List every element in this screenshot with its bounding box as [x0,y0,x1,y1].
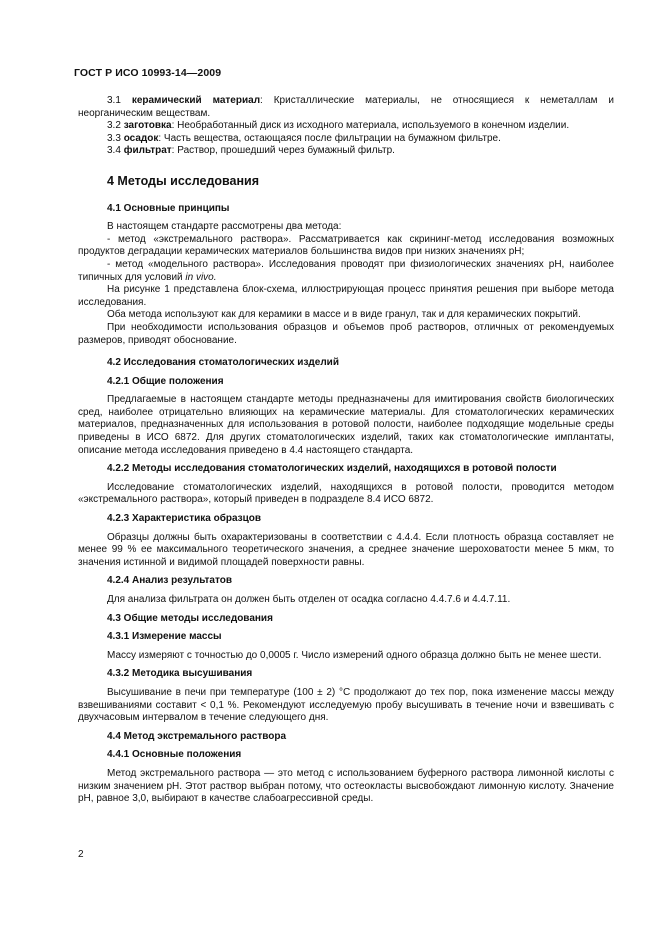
term-definition: 3.3 осадок: Часть вещества, остающаяся после фильтрации на бумажном фильтре. [107,132,501,144]
paragraph: В настоящем стандарте рассмотрены два метода: [107,221,342,233]
term-definition: 3.2 заготовка: Необработанный диск из исходного материала, используемого в конечном изделии. [107,120,570,132]
paragraph: - метод «экстремального раствора». Рассматривается как скрининг-метод исследования возможных продуктов деградации керамических материалов большинства видов при низких значениях pH; [78,233,614,258]
document-body [78,95,614,806]
clause-heading: 4.4.1 Основные положения [107,749,242,761]
subsection-heading: 4.3 Общие методы исследования [107,612,273,624]
paragraph: Оба метода используют как для керамики в массе и в виде гранул, так и для керамических покрытий. [107,309,581,321]
paragraph: Метод экстремального раствора — это метод с использованием буферного раствора лимонной кислоты с низким значением pH. Этот раствор выбран потому, что остеокласты высвобождают лимонную кислоту. Значение pH, равное 3,0, выбирают в качестве слабоагрессивной среды. [78,767,614,805]
clause-heading: 4.2.3 Характеристика образцов [107,513,262,525]
paragraph: На рисунке 1 представлена блок-схема, иллюстрирующая процесс принятия решения при выборе метода исследования. [78,284,614,308]
page-number: 2 [78,849,84,860]
paragraph: Образцы должны быть охарактеризованы в соответствии с 4.4.4. Если плотность образца составляет не менее 99 % ее максимального теоретического значения, а среднее значение шероховатости менее 5 мкм, то значения истинной и видимой площадей поверхности равны. [78,531,614,568]
paragraph: Исследование стоматологических изделий, находящихся в ротовой полости, проводится методом «экстремального раствора», который приведен в подразделе 8.4 ИСО 6872. [78,481,614,506]
paragraph: При необходимости использования образцов и объемов проб растворов, отличных от рекомендуемых размеров, приводят обоснование. [78,321,614,346]
document-header: ГОСТ Р ИСО 10993-14—2009 [74,67,222,79]
term-definition: 3.4 фильтрат: Раствор, прошедший через бумажный фильтр. [107,145,395,157]
section-heading: 4 Методы исследования [107,173,260,188]
term-definition: 3.1 керамический материал: Кристаллические материалы, не относящиеся к неметаллам и неорганическим веществам. [78,95,614,119]
clause-heading: 4.2.1 Общие положения [107,375,224,387]
clause-heading: 4.3.1 Измерение массы [107,631,222,643]
paragraph: Высушивание в печи при температуре (100 ± 2) °С продолжают до тех пор, пока изменение массы между взвешиваниями составит < 0,1 %. Рекомендуют исследуемую пробу высушивать в течение ночи и взвешивать с двухчасовым интервалом в течение следующего дня. [78,686,614,724]
clause-heading: 4.2.4 Анализ результатов [107,575,233,587]
paragraph: Массу измеряют с точностью до 0,0005 г. Число измерений одного образца должно быть не менее шести. [107,649,602,661]
paragraph: Предлагаемые в настоящем стандарте методы предназначены для имитирования свойств биологических сред, наиболее отрицательно влияющих на керамические материалы. Для стоматологических керамических материалов, предназначенных для использования в ротовой полости, наиболее подходящие модельные среды приведены в ИСО 6872. Для других стоматологических изделий, таких как стоматологические имплантаты, описание метода исследования приведено в 4.4 настоящего стандарта. [78,394,614,456]
clause-heading: 4.2.2 Методы исследования стоматологических изделий, находящихся в ротовой полости [107,463,557,475]
paragraph: - метод «модельного раствора». Исследования проводят при физиологических значениях pH, наиболее типичных для условий in vivo. [78,258,614,283]
clause-heading: 4.3.2 Методика высушивания [107,668,253,680]
paragraph: Для анализа фильтрата он должен быть отделен от осадка согласно 4.4.7.6 и 4.4.7.11. [107,594,511,605]
subsection-heading: 4.1 Основные принципы [107,202,230,214]
subsection-heading: 4.2 Исследования стоматологических изделий [107,357,339,369]
subsection-heading: 4.4 Метод экстремального раствора [107,730,287,742]
